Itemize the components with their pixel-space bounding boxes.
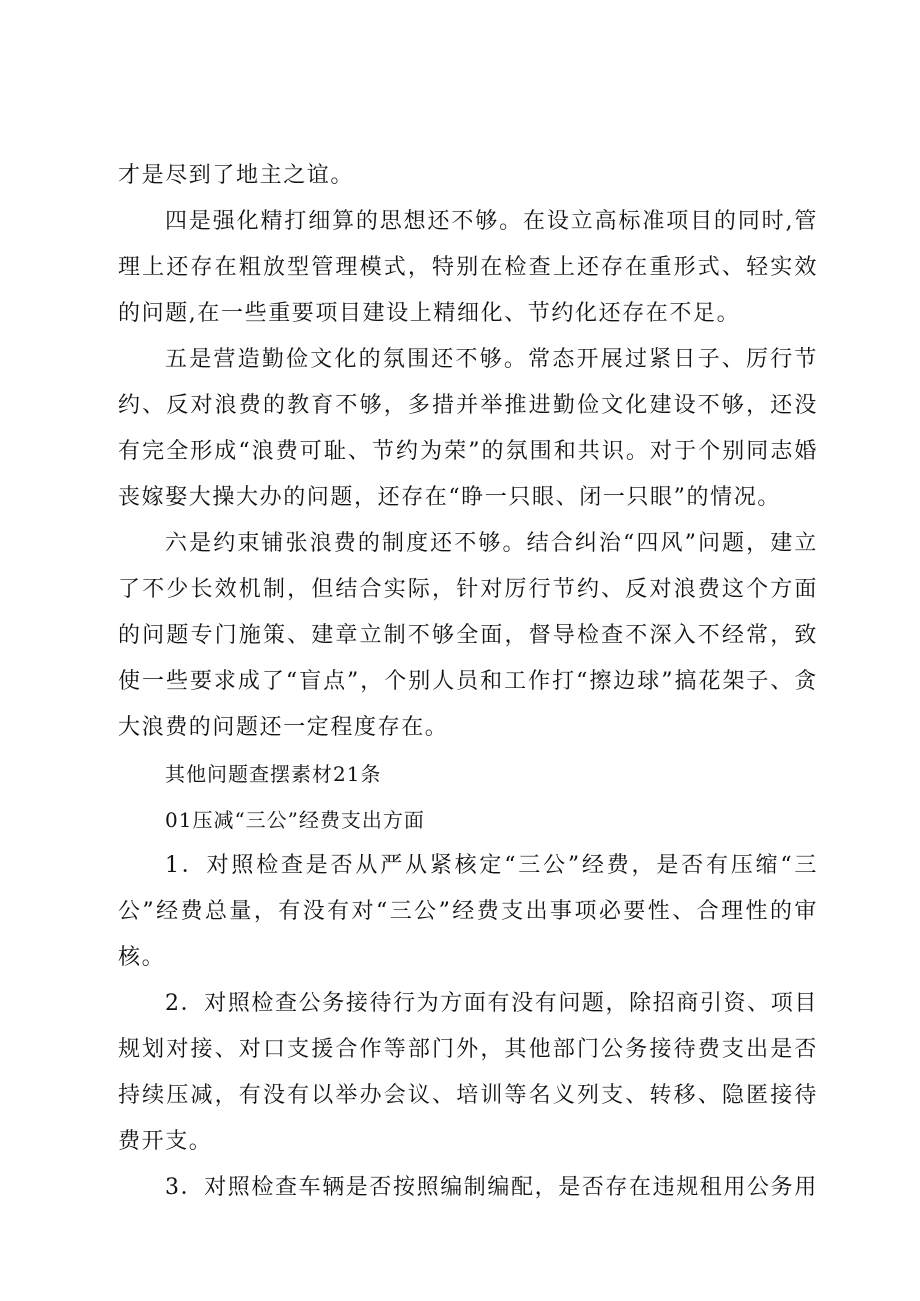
paragraph-point-five: 五是营造勤俭文化的氛围还不够。常态开展过紧日子、厉行节约、反对浪费的教育不够，多措并举推进勤俭文化建设不够，还没有完全形成“浪费可耻、节约为荣”的氛围和共识。对于个别同志婚丧嫁娶大操大办的问题，还存在“睁一只眼、闭一只眼”的情况。 [118,347,818,510]
list-item-3: 3．对照检查车辆是否按照编制编配，是否存在违规租用公务用 [165,1175,818,1200]
list-item-1: 1．对照检查是否从严从紧核定“三公”经费，是否有压缩“三公”经费总量，有没有对“三公”经费支出事项必要性、合理性的审核。 [118,853,818,970]
list-item-2: 2．对照检查公务接待行为方面有没有问题，除招商引资、项目规划对接、对口支援合作等部门外，其他部门公务接待费支出是否持续压减，有没有以举办会议、培训等名义列支、转移、隐匿接待费开支。 [118,991,818,1154]
paragraph-point-six: 六是约束铺张浪费的制度还不够。结合纠治“四风”问题，建立了不少长效机制，但结合实际，针对厉行节约、反对浪费这个方面的问题专门施策、建章立制不够全面，督导检查不深入不经常，致使一些要求成了“盲点”，个别人员和工作打“擦边球”搞花架子、贪大浪费的问题还一定程度存在。 [118,531,818,740]
document-body [118,153,818,1211]
section-heading-other-issues: 其他问题查摆素材21条 [165,762,382,786]
paragraph-point-four: 四是强化精打细算的思想还不够。在设立高标准项目的同时,管理上还存在粗放型管理模式，特别在检查上还存在重形式、轻实效的问题,在一些重要项目建设上精细化、节约化还存在不足。 [118,209,818,326]
paragraph-continuation: 才是尽到了地主之谊。 [118,163,355,188]
section-heading-three-public: 01压减“三公”经费支出方面 [165,808,425,832]
